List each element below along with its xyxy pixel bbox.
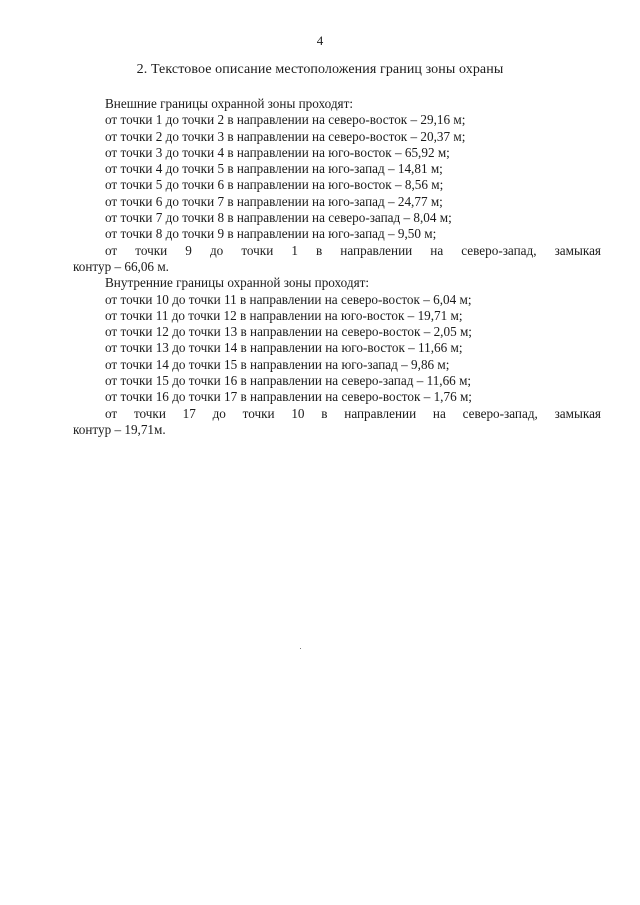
internal-boundary-line: от точки 10 до точки 11 в направлении на северо-восток – 6,04 м; <box>105 291 472 307</box>
external-boundary-line: от точки 5 до точки 6 в направлении на юго-восток – 8,56 м; <box>105 177 444 193</box>
internal-boundary-line: от точки 14 до точки 15 в направлении на юго-запад – 9,86 м; <box>105 356 450 372</box>
external-boundary-line: от точки 8 до точки 9 в направлении на юго-запад – 9,50 м; <box>105 226 437 242</box>
external-boundary-line: от точки 7 до точки 8 в направлении на северо-запад – 8,04 м; <box>105 210 452 226</box>
external-closing-continuation: контур – 66,06 м. <box>73 258 169 274</box>
internal-closing-line: от точки 17 до точки 10 в направлении на северо-запад, замыкая <box>105 405 601 421</box>
external-boundary-line: от точки 6 до точки 7 в направлении на юго-запад – 24,77 м; <box>105 193 443 209</box>
internal-boundary-line: от точки 15 до точки 16 в направлении на северо-запад – 11,66 м; <box>105 373 472 389</box>
external-closing-line: от точки 9 до точки 1 в направлении на северо-запад, замыкая <box>105 242 601 258</box>
scan-speck <box>300 648 301 649</box>
external-boundary-line: от точки 2 до точки 3 в направлении на северо-восток – 20,37 м; <box>105 128 466 144</box>
external-boundaries-heading: Внешние границы охранной зоны проходят: <box>105 96 354 111</box>
internal-closing-continuation: контур – 19,71м. <box>73 421 166 437</box>
internal-boundaries-heading: Внутренние границы охранной зоны проходят: <box>105 275 370 291</box>
internal-boundary-line: от точки 11 до точки 12 в направлении на юго-восток – 19,71 м; <box>105 307 463 323</box>
section-title: 2. Текстовое описание местоположения границ зоны охраны <box>136 62 504 77</box>
internal-boundary-line: от точки 12 до точки 13 в направлении на северо-восток – 2,05 м; <box>105 324 472 340</box>
external-boundary-line: от точки 1 до точки 2 в направлении на северо-восток – 29,16 м; <box>105 112 466 128</box>
document-body <box>73 96 601 438</box>
external-boundary-line: от точки 3 до точки 4 в направлении на юго-восток – 65,92 м; <box>105 144 450 160</box>
internal-boundary-line: от точки 13 до точки 14 в направлении на юго-восток – 11,66 м; <box>105 340 463 356</box>
internal-boundary-line: от точки 16 до точки 17 в направлении на северо-восток – 1,76 м; <box>105 389 472 405</box>
page-number: 4 <box>316 33 324 48</box>
external-boundary-line: от точки 4 до точки 5 в направлении на юго-запад – 14,81 м; <box>105 161 443 177</box>
